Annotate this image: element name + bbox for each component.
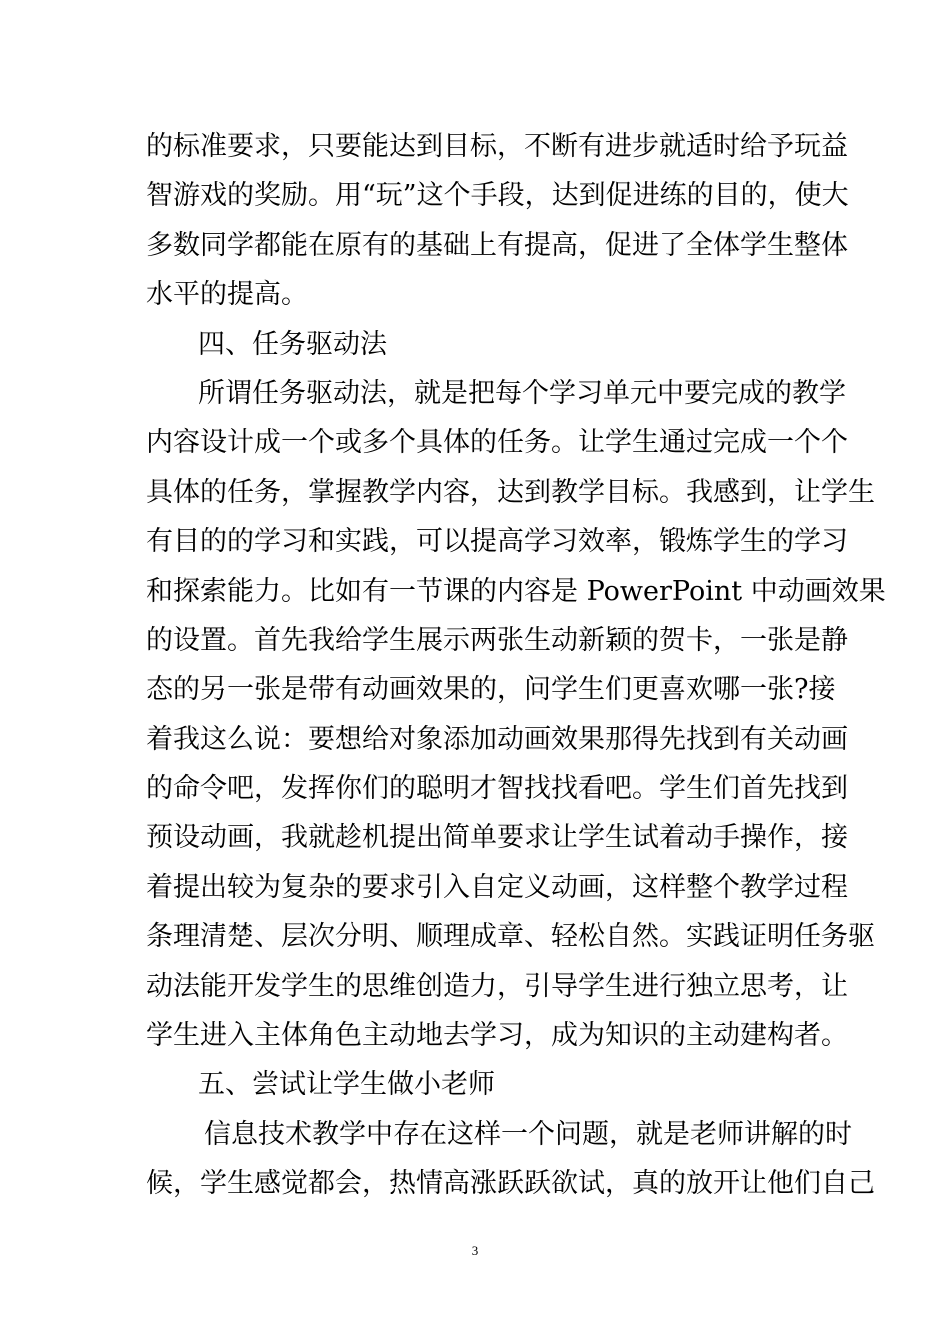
paragraph-line: 和探索能力。比如有一节课的内容是 PowerPoint 中动画效果 <box>146 575 886 607</box>
paragraph-line: 条理清楚、层次分明、顺理成章、轻松自然。实践证明任务驱 <box>146 921 875 953</box>
paragraph-line: 着提出较为复杂的要求引入自定义动画，这样整个教学过程 <box>146 871 848 903</box>
section-heading-five: 五、尝试让学生做小老师 <box>198 1069 495 1101</box>
paragraph-line: 水平的提高。 <box>146 279 308 311</box>
paragraph-line: 候，学生感觉都会，热情高涨跃跃欲试，真的放开让他们自己 <box>146 1168 875 1200</box>
paragraph-line: 有目的的学习和实践，可以提高学习效率，锻炼学生的学习 <box>146 526 848 558</box>
page-number: 3 <box>471 1243 479 1258</box>
paragraph-line: 的设置。首先我给学生展示两张生动新颖的贺卡，一张是静 <box>146 624 848 656</box>
paragraph-line: 内容设计成一个或多个具体的任务。让学生通过完成一个个 <box>146 427 848 459</box>
paragraph-line: 动法能开发学生的思维创造力，引导学生进行独立思考，让 <box>146 970 848 1002</box>
document-body <box>146 122 886 1209</box>
paragraph-line: 多数同学都能在原有的基础上有提高，促进了全体学生整体 <box>146 229 848 261</box>
paragraph-line: 预设动画，我就趁机提出简单要求让学生试着动手操作，接 <box>146 822 848 854</box>
paragraph-line: 着我这么说：要想给对象添加动画效果那得先找到有关动画 <box>146 723 848 755</box>
paragraph-line: 学生进入主体角色主动地去学习，成为知识的主动建构者。 <box>146 1020 848 1052</box>
paragraph-line: 的命令吧，发挥你们的聪明才智找找看吧。学生们首先找到 <box>146 773 848 805</box>
paragraph-line: 信息技术教学中存在这样一个问题，就是老师讲解的时 <box>204 1118 852 1150</box>
paragraph-line: 智游戏的奖励。用“玩”这个手段，达到促进练的目的，使大 <box>146 180 849 212</box>
paragraph-line: 所谓任务驱动法，就是把每个学习单元中要完成的教学 <box>198 377 846 409</box>
paragraph-line: 态的另一张是带有动画效果的，问学生们更喜欢哪一张?接 <box>146 674 836 706</box>
paragraph-line: 的标准要求，只要能达到目标，不断有进步就适时给予玩益 <box>146 131 848 162</box>
paragraph-line: 具体的任务，掌握教学内容，达到教学目标。我感到，让学生 <box>146 476 875 508</box>
section-heading-four: 四、任务驱动法 <box>198 328 387 360</box>
